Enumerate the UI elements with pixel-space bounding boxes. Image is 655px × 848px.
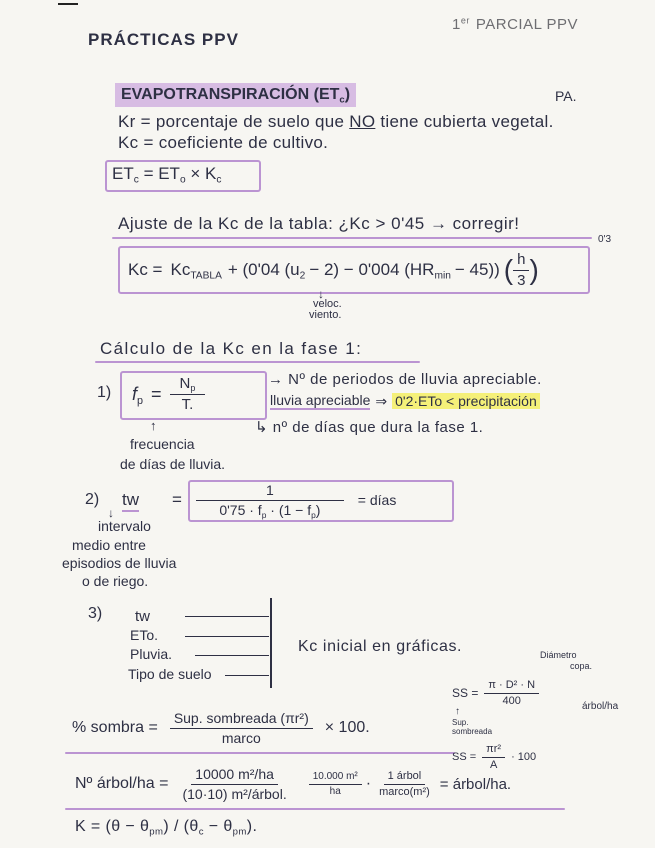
kc-lhs: Kc = [128, 260, 163, 279]
trees-alt-den: ha [329, 785, 341, 797]
kc-hr-sub: min [434, 270, 451, 282]
wind-note-line2: viento. [309, 309, 342, 321]
fp-num-sub: p [190, 383, 196, 394]
trees-underline [65, 808, 565, 810]
tw-result: = días [357, 492, 397, 508]
ss1-num: π · D² · N [484, 679, 539, 694]
tw-symbol: tw [122, 490, 139, 512]
phase1-heading: Cálculo de la Kc en la fase 1: [100, 339, 363, 358]
ss1-den: 400 [502, 694, 521, 707]
moisture-formula [75, 818, 257, 836]
section-tag: PA. [555, 88, 577, 104]
exam-label [452, 16, 578, 33]
tw-den-sub2: p [311, 509, 316, 520]
etc-o: o [179, 174, 186, 186]
etc-times: × K [190, 164, 217, 183]
rain-label: lluvia apreciable [270, 392, 371, 408]
kc-u-sub: 2 [299, 270, 306, 282]
step3-result: Kc inicial en gráficas. [298, 638, 463, 655]
step3-input-rain: Pluvia. [130, 646, 173, 662]
tw-note-arrow: ↓ [108, 506, 114, 520]
shade-percent-formula [72, 708, 370, 748]
trees-formula [75, 764, 511, 804]
phase1-underline [95, 361, 420, 363]
trees-alt2-den: marco(m²) [379, 785, 430, 798]
exam-text: PARCIAL PPV [475, 16, 579, 33]
kr-text-after: tiene cubierta vegetal. [380, 112, 554, 131]
tw-note-line3: episodios de lluvia [62, 555, 177, 571]
wind-note-line1: veloc. [313, 298, 342, 310]
step3-line-2 [185, 636, 269, 637]
canopy-note-line1: Diámetro [540, 650, 577, 660]
rain-implies: ⇒ [375, 392, 388, 409]
trees-den: (10·10) m²/árbol. [182, 785, 287, 802]
step3-line-4 [225, 675, 269, 676]
wind-arrow: ↓ [318, 287, 324, 301]
trees-dot: · [365, 775, 372, 792]
trees-fraction [178, 766, 290, 801]
step3-number: 3) [88, 605, 103, 622]
step3-bracket [270, 598, 272, 688]
fp-num-n: N [179, 375, 191, 393]
corner-mark [58, 3, 78, 5]
fp-num [170, 375, 206, 394]
freq-line1: frecuencia [130, 436, 195, 452]
tw-den-a: 0'75 · f [219, 501, 262, 518]
tw-den [215, 501, 324, 518]
section-heading-end: ) [344, 86, 351, 103]
freq-line2: de días de lluvia. [120, 456, 226, 472]
ss2-lhs: SS = [452, 751, 477, 763]
kc-formula [128, 250, 539, 290]
ss2-den: A [489, 758, 498, 771]
step2-number: 2) [85, 491, 100, 508]
k-c: c [198, 826, 204, 838]
kc-part-1-text: + (0'04 (u [227, 260, 300, 279]
ss-note-arrow: ↑ [455, 706, 460, 717]
kc-paren-open: ( [503, 254, 514, 285]
etc-eq: = ET [143, 164, 180, 183]
section-heading-text: EVAPOTRANSPIRACIÓN (ET [121, 86, 340, 103]
kc-height-fraction [513, 251, 529, 289]
kr-emphasis: NO [349, 112, 376, 131]
fp-den: T. [181, 395, 194, 413]
kc-exponent: 0'3 [598, 234, 612, 245]
ss1-unit: árbol/ha [582, 701, 619, 712]
fp-fraction [170, 375, 206, 413]
exam-number: 1 [452, 16, 461, 33]
ss1-fraction [484, 679, 539, 707]
ss-formula-1 [452, 678, 539, 708]
tw-num: 1 [196, 482, 344, 500]
step3-line-1 [185, 616, 269, 617]
step3-line-3 [195, 655, 269, 656]
canopy-note-line2: copa. [570, 661, 593, 671]
kc-adjust-heading: Ajuste de la Kc de la tabla: ¿Kc > 0'45 → corregir! [118, 214, 520, 233]
section-heading-sub: c [339, 94, 345, 106]
fp-sub: p [137, 394, 144, 407]
step3-input-soil: Tipo de suelo [128, 666, 212, 682]
ss2-rhs: · 100 [511, 751, 537, 763]
step1-number: 1) [97, 384, 112, 401]
tw-eq: = [172, 490, 182, 509]
shade-percent-underline [65, 752, 455, 754]
etc-et: ET [112, 164, 134, 183]
etc-formula [112, 164, 221, 184]
fp-symbol [132, 384, 143, 405]
ss-note-line2: sombreada [452, 727, 493, 736]
kc-base-symbol: Kc [170, 260, 191, 279]
trees-alt-num: 10.000 m² [309, 771, 362, 785]
etc-c2: c [216, 174, 222, 186]
k-minus: − θ [208, 818, 233, 835]
k-text: K = (θ − θ [75, 818, 150, 835]
kc-height-den: 3 [517, 271, 526, 289]
tw-note-line4: o de riego. [82, 573, 149, 589]
trees-alt2-fraction [375, 770, 434, 798]
trees-alt-fraction [309, 771, 362, 797]
ss2-num: πr² [482, 743, 505, 758]
step3-input-tw: tw [135, 608, 150, 625]
tw-note-line2: medio entre [72, 537, 146, 553]
shade-percent-fraction [170, 710, 313, 745]
rain-condition: 0'2·ETo < precipitación [392, 393, 540, 409]
shade-percent-den: marco [221, 729, 261, 746]
kr-definition [118, 112, 554, 132]
shade-percent-rhs: × 100. [324, 719, 370, 736]
kr-text-before: Kr = porcentaje de suelo que [118, 112, 345, 131]
tw-note-line1: intervalo [98, 518, 151, 534]
step1-formula [132, 373, 205, 415]
page-title: PRÁCTICAS PPV [88, 30, 239, 49]
trees-lhs: Nº árbol/ha = [75, 775, 169, 792]
section-heading [115, 83, 356, 107]
kc-base [171, 260, 222, 280]
ss-note-line1: Sup. [452, 718, 469, 727]
kc-adjust-underline [112, 237, 592, 239]
step3-input-eto: ETo. [130, 627, 159, 643]
kc-height-num: h [513, 251, 529, 270]
tw-den-sub1: p [261, 509, 267, 520]
np-note: → Nº de periodos de lluvia apreciable. [268, 371, 542, 388]
trees-rhs: = árbol/ha. [439, 775, 512, 793]
etc-c: c [133, 174, 139, 186]
trees-alt2-num: 1 árbol [384, 770, 426, 785]
kc-paren-close: ) [529, 254, 539, 285]
t-note: ↳ nº de días que dura la fase 1. [255, 419, 484, 436]
k-pm2: pm [232, 826, 247, 838]
trees-num: 10000 m²/ha [191, 766, 278, 784]
fp-f: f [132, 383, 138, 404]
kc-definition: Kc = coeficiente de cultivo. [118, 133, 329, 152]
kc-part-2-text: − 2) − 0'004 (HR [309, 260, 435, 279]
k-pm1: pm [149, 826, 164, 838]
ss1-lhs: SS = [452, 686, 479, 700]
kc-part-1 [228, 260, 305, 280]
shade-percent-lhs: % sombra = [72, 719, 158, 736]
kc-part-3: − 45)) [454, 260, 500, 279]
fp-eq: = [151, 383, 162, 404]
tw-formula [196, 482, 396, 518]
k-end: ). [246, 818, 258, 835]
kc-part-2 [309, 260, 451, 280]
tw-fraction [196, 482, 344, 520]
exam-ordinal: er [460, 15, 470, 26]
shade-percent-num: Sup. sombreada (πr²) [170, 710, 313, 728]
tw-den-b: · (1 − f [270, 501, 312, 518]
k-mid: ) / (θ [163, 818, 199, 835]
freq-arrow: ↑ [150, 418, 157, 433]
kc-base-sub: TABLA [190, 270, 222, 282]
rain-condition-row [270, 392, 540, 410]
tw-den-c: ) [315, 501, 321, 518]
